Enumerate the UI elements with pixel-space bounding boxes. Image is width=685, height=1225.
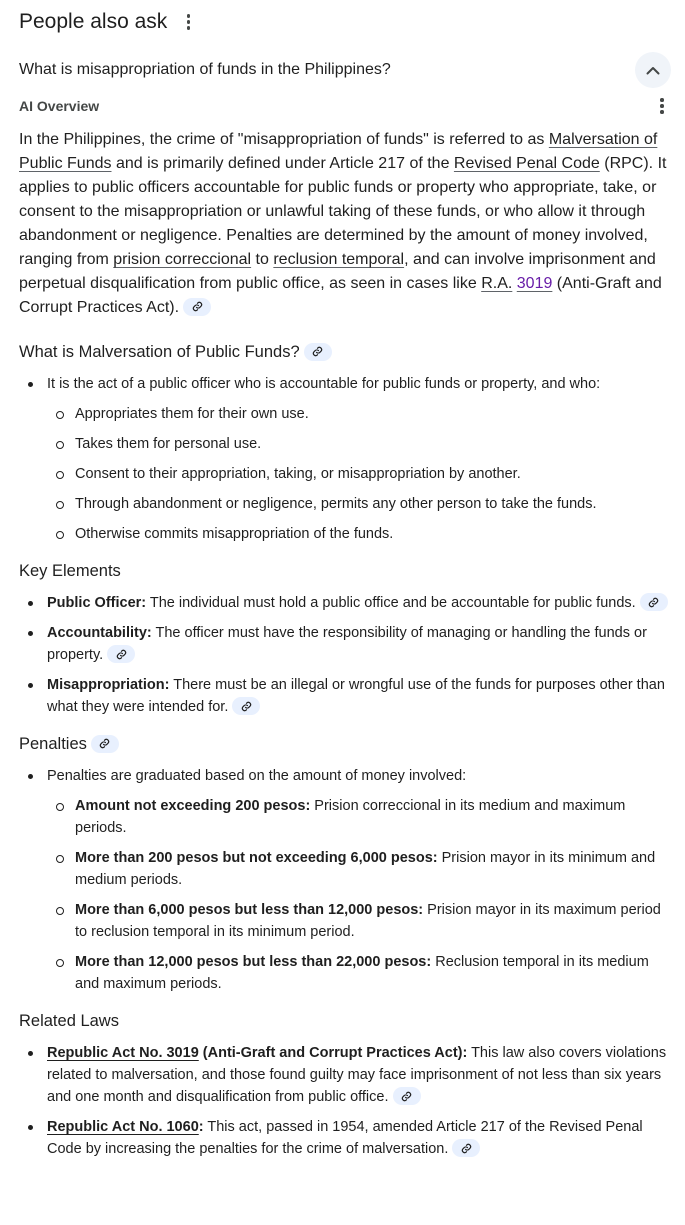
collapse-button[interactable] [635,52,671,88]
intro-text: , and can involve imprisonment and perpetual disqualification from public office, as seen in cases like [19,251,656,292]
intro-text: and is primarily defined under Article 217 of the [111,155,454,172]
paa-header [19,8,199,36]
ai-overview-content [19,128,671,1168]
term-ra[interactable]: R.A. [481,275,513,292]
item-text: Prision correccional in its medium and maximum periods. [75,798,626,836]
item-text: Prision mayor in its maximum period to reclusion temporal in its minimum period. [75,902,661,940]
term-prision-correccional[interactable]: prision correccional [113,251,252,268]
list-item [19,622,671,666]
item-label: : [198,1119,204,1135]
list-item [19,765,671,995]
list-item: Through abandonment or negligence, permits any other person to take the funds. [47,493,671,515]
link-icon [648,597,659,608]
section-title: What is Malversation of Public Funds? [19,343,300,361]
list-item-text: Penalties are graduated based on the amount of money involved: [47,768,467,784]
chevron-up-icon [646,66,660,75]
list-item [47,899,671,943]
link-icon [461,1143,472,1154]
item-label: More than 6,000 pesos but less than 12,000 pesos: [75,902,424,918]
list-item [19,1042,671,1108]
list-item: Takes them for personal use. [47,433,671,455]
intro-text: to [251,251,274,268]
source-link-button[interactable] [107,645,135,663]
section-related-laws: Related Laws [19,1012,119,1030]
term-malversation[interactable]: Malversation of Public Funds [19,131,658,172]
item-label: Misappropriation: [47,677,170,693]
what-is-sublist [47,403,671,545]
section-title: Penalties [19,735,87,753]
item-text: The individual must hold a public office and be accountable for public funds. [146,595,636,611]
section-penalties [19,732,671,756]
intro-text: (RPC). It applies to public officers accountable for public funds or property who appropriate, take, or consent to the misappropriation or unlawful taking of these funds, or who allow it through abandonment or negligence. Penalties are determined by the amount of money involved, ranging from [19,155,667,268]
link-icon [312,346,323,357]
item-text: Reclusion temporal in its medium and maximum periods. [75,954,649,992]
section-what-is [19,340,671,364]
item-text: Prision mayor in its minimum and medium periods. [75,850,656,888]
penalties-list [19,765,671,995]
term-3019-link[interactable]: 3019 [516,275,553,292]
item-text: The officer must have the responsibility of managing or handling the funds or property. [47,625,647,663]
question-text[interactable]: What is misappropriation of funds in the Philippines? [19,61,391,78]
link-icon [99,738,110,749]
list-item [19,592,671,614]
item-label: (Anti-Graft and Corrupt Practices Act): [198,1045,468,1061]
link-icon [192,301,203,312]
related-laws-list [19,1042,671,1160]
item-text: This act, passed in 1954, amended Article 217 of the Revised Penal Code by increasing the penalties for the crime of malversation. [47,1119,643,1157]
list-item [19,1116,671,1160]
item-label: Accountability: [47,625,152,641]
list-item [47,951,671,995]
item-label: More than 200 pesos but not exceeding 6,000 pesos: [75,850,438,866]
item-label: More than 12,000 pesos but less than 22,000 pesos: [75,954,432,970]
item-label: Public Officer: [47,595,147,611]
link-icon [116,649,127,660]
section-key-elements: Key Elements [19,562,121,580]
paa-title: People also ask [19,10,168,33]
ai-overview-label: AI Overview [19,98,100,114]
term-reclusion-temporal[interactable]: reclusion temporal [273,251,405,268]
source-link-button[interactable] [183,298,211,316]
key-elements-list [19,592,671,718]
law-link-ra-1060[interactable]: Republic Act No. 1060 [47,1119,199,1135]
source-link-button[interactable] [452,1139,480,1157]
list-item [19,674,671,718]
item-text: There must be an illegal or wrongful use of the funds for purposes other than what they were intended for. [47,677,665,715]
item-label: Amount not exceeding 200 pesos: [75,798,311,814]
list-item: Otherwise commits misappropriation of the funds. [47,523,671,545]
what-is-list [19,373,671,545]
source-link-button[interactable] [640,593,668,611]
source-link-button[interactable] [304,343,332,361]
link-icon [401,1091,412,1102]
list-item: Consent to their appropriation, taking, or misappropriation by another. [47,463,671,485]
item-text: This law also covers violations related to malversation, and those found guilty may face imprisonment of not less than six years and one month and disqualification from public office. [47,1045,667,1105]
more-vert-icon[interactable] [177,10,199,34]
term-revised-penal-code[interactable]: Revised Penal Code [453,155,600,172]
list-item: Appropriates them for their own use. [47,403,671,425]
intro-paragraph [19,128,671,320]
link-icon [241,701,252,712]
list-item [47,795,671,839]
penalties-sublist [47,795,671,995]
list-item [19,373,671,545]
intro-text: In the Philippines, the crime of "misappropriation of funds" is referred to as [19,131,549,148]
list-item-text: It is the act of a public officer who is accountable for public funds or property, and who: [47,376,601,392]
source-link-button[interactable] [393,1087,421,1105]
source-link-button[interactable] [91,735,119,753]
list-item [47,847,671,891]
law-link-ra-3019[interactable]: Republic Act No. 3019 [47,1045,199,1061]
source-link-button[interactable] [232,697,260,715]
ai-overview-more-icon[interactable] [651,94,673,118]
intro-text: (Anti-Graft and Corrupt Practices Act). [19,275,662,316]
